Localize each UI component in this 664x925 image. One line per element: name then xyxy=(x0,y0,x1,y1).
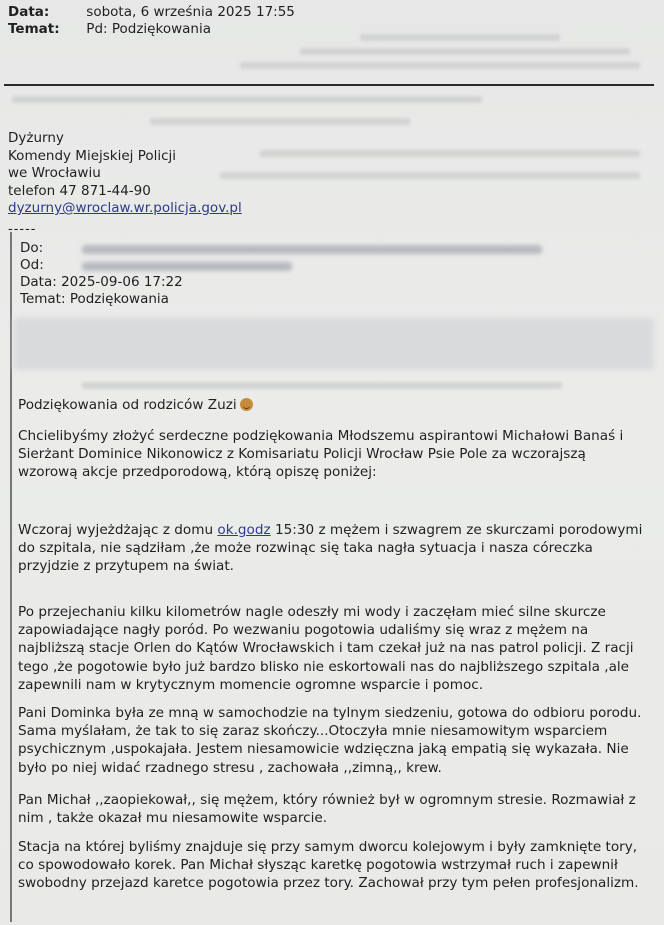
bleed-through-line xyxy=(300,48,630,55)
signature-email-link[interactable]: dyzurny@wroclaw.wr.policja.gov.pl xyxy=(8,200,242,216)
bleed-through-line xyxy=(240,62,640,69)
inline-link[interactable]: ok.godz xyxy=(217,522,271,538)
signature-phone: telefon 47 871-44-90 xyxy=(8,182,151,199)
quoted-to-label: Do: xyxy=(20,240,44,256)
bleed-through-line xyxy=(150,118,410,125)
redacted-block xyxy=(14,318,654,370)
letter-greeting xyxy=(18,396,648,414)
signature-line: we Wrocławiu xyxy=(8,165,101,181)
paragraph-text: Stacja na której byliśmy znajduje się przy samym dworcu kolejowym i były zamknięte tory, co spowodowało korek. Pan Michał słysząc karetkę pogotowia wstrzymał ruch i zapewnił swobodny przejazd karetce pogotowia przez tory. Zachował przy tym pełen profesjonalizm. xyxy=(18,839,639,892)
paragraph-text: Wczoraj wyjeżdżając z domu xyxy=(18,522,218,538)
quote-separator: ----- xyxy=(8,222,37,237)
smiley-icon xyxy=(240,398,253,411)
quoted-date: Data: 2025-09-06 17:22 xyxy=(20,274,183,290)
quoted-to-row xyxy=(20,240,68,256)
signature-line: Komendy Miejskiej Policji xyxy=(8,147,177,164)
paragraph-5 xyxy=(18,791,648,827)
greeting-text: Podziękowania od rodziców Zuzi xyxy=(18,397,237,413)
header-date-value: sobota, 6 września 2025 17:55 xyxy=(86,4,295,20)
quoted-from-row xyxy=(20,257,68,273)
bleed-through-line xyxy=(12,96,482,103)
paragraph-2 xyxy=(18,521,648,576)
header-subject-label: Temat: xyxy=(8,21,60,37)
paragraph-text: Po przejechaniu kilku kilometrów nagle odeszły mi wody i zaczęłam mieć silne skurcze zapowiadające nagły poród. Po wezwaniu pogotowia udaliśmy się wraz z mężem na najbliższą stacje Orlen do Kątów Wrocławskich i tam czekał już na nas patrol policji. Z racji tego ,że pogotowie było już bardzo blisko nie eskortowali nas do najbliższego szpitala ,ale zapewnili nam w krytycznym momencie ogromne wsparcie i pomoc. xyxy=(18,604,634,693)
quoted-message xyxy=(10,232,652,922)
quoted-from-label: Od: xyxy=(20,257,44,273)
redacted-sender xyxy=(82,262,292,271)
paragraph-text: Chcielibyśmy złożyć serdeczne podziękowania Młodszemu aspirantowi Michałowi Banaś i Sierżant Dominice Nikonowicz z Komisariatu Policji Wrocław Psie Pole za wczorajszą wzorową akcje przedporodową, którą opiszę poniżej: xyxy=(18,428,624,481)
paragraph-text: Pan Michał ,,zaopiekował,, się mężem, który również był w ogromnym stresie. Rozmawiał z nim , także okazał mu niesamowite wsparcie. xyxy=(18,792,636,827)
header-date-row xyxy=(8,4,295,20)
quoted-subject: Temat: Podziękowania xyxy=(20,291,169,307)
redacted-recipient xyxy=(82,245,542,254)
header-subject-value: Pd: Podziękowania xyxy=(86,21,211,37)
signature-line: Dyżurny xyxy=(8,130,64,146)
paragraph-6 xyxy=(18,838,648,893)
bleed-through-line xyxy=(360,34,560,41)
signature-block xyxy=(8,130,242,218)
bleed-through-line xyxy=(82,382,562,389)
bleed-through-line xyxy=(260,150,640,157)
paragraph-1 xyxy=(18,427,648,482)
header-date-label: Data: xyxy=(8,4,50,20)
bleed-through-line xyxy=(220,172,640,179)
header-divider xyxy=(4,84,654,86)
header-subject-row xyxy=(8,21,211,37)
paragraph-text: Pani Dominka była ze mną w samochodzie na tylnym siedzeniu, gotowa do odbioru porodu. Sama myślałam, że tak to się zaraz skończy...Otoczyła mnie niesamowitym wsparciem psychicznym ,uspokajała. Jestem niesamowicie wdzięczna jaką empatią się wykazała. Nie było po niej widać rzadnego stresu , zachowała ,,zimną,, krew. xyxy=(18,705,642,776)
paragraph-4 xyxy=(18,704,648,777)
paragraph-text: 15:30 z mężem i szwagrem ze skurczami porodowymi do szpitala, nie sądziłam ,że może rozwinąc się taka nagła sytuacja i nasza córeczka przyjdzie z przytupem na świat. xyxy=(18,522,643,575)
paragraph-3 xyxy=(18,603,648,694)
